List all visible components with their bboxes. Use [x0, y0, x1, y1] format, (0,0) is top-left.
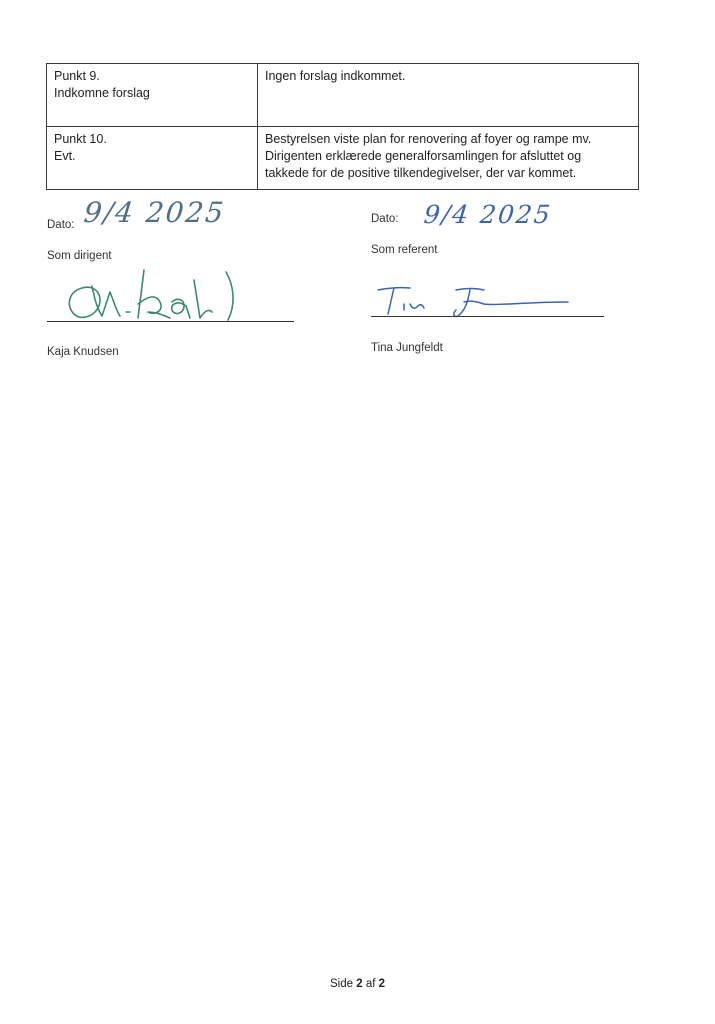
footer-separator: af — [365, 978, 376, 990]
date-label: Dato: — [47, 219, 75, 231]
signer-name: Tina Jungfeldt — [371, 342, 443, 354]
agenda-content-line: Bestyrelsen viste plan for renovering af foyer og rampe mv. — [265, 132, 592, 146]
signature-line — [371, 316, 604, 317]
agenda-content-line: Ingen forslag indkommet. — [265, 69, 406, 83]
agenda-table — [46, 63, 639, 190]
signature-image-tina-jungfeldt — [374, 280, 574, 320]
footer-prefix: Side — [329, 978, 353, 990]
agenda-item-title: Evt. — [54, 149, 76, 163]
signature-line — [47, 321, 294, 322]
role-label: Som dirigent — [47, 250, 112, 262]
agenda-item-number: Punkt 9. — [54, 69, 100, 83]
agenda-row — [47, 127, 639, 190]
agenda-item-cell — [47, 127, 258, 190]
date-label: Dato: — [371, 213, 399, 225]
agenda-content-cell — [258, 64, 639, 127]
agenda-row — [47, 64, 639, 127]
agenda-item-number: Punkt 10. — [54, 132, 107, 146]
footer-page-number: 2 — [356, 978, 363, 990]
agenda-content-line: Dirigenten erklærede generalforsamlingen for afsluttet og — [265, 149, 582, 163]
agenda-item-cell — [47, 64, 258, 127]
page-footer — [0, 978, 715, 990]
role-label: Som referent — [371, 244, 438, 256]
handwritten-date: 9/4 2025 — [422, 200, 554, 229]
signer-name: Kaja Knudsen — [47, 346, 119, 358]
footer-page-total: 2 — [378, 978, 386, 990]
agenda-item-title: Indkomne forslag — [54, 86, 150, 100]
handwritten-date: 9/4 2025 — [82, 196, 227, 229]
agenda-content-line: takkede for de positive tilkendegivelser, der var kommet. — [265, 166, 577, 180]
agenda-content-cell — [258, 127, 639, 190]
signature-image-kaja-knudsen — [60, 262, 250, 326]
